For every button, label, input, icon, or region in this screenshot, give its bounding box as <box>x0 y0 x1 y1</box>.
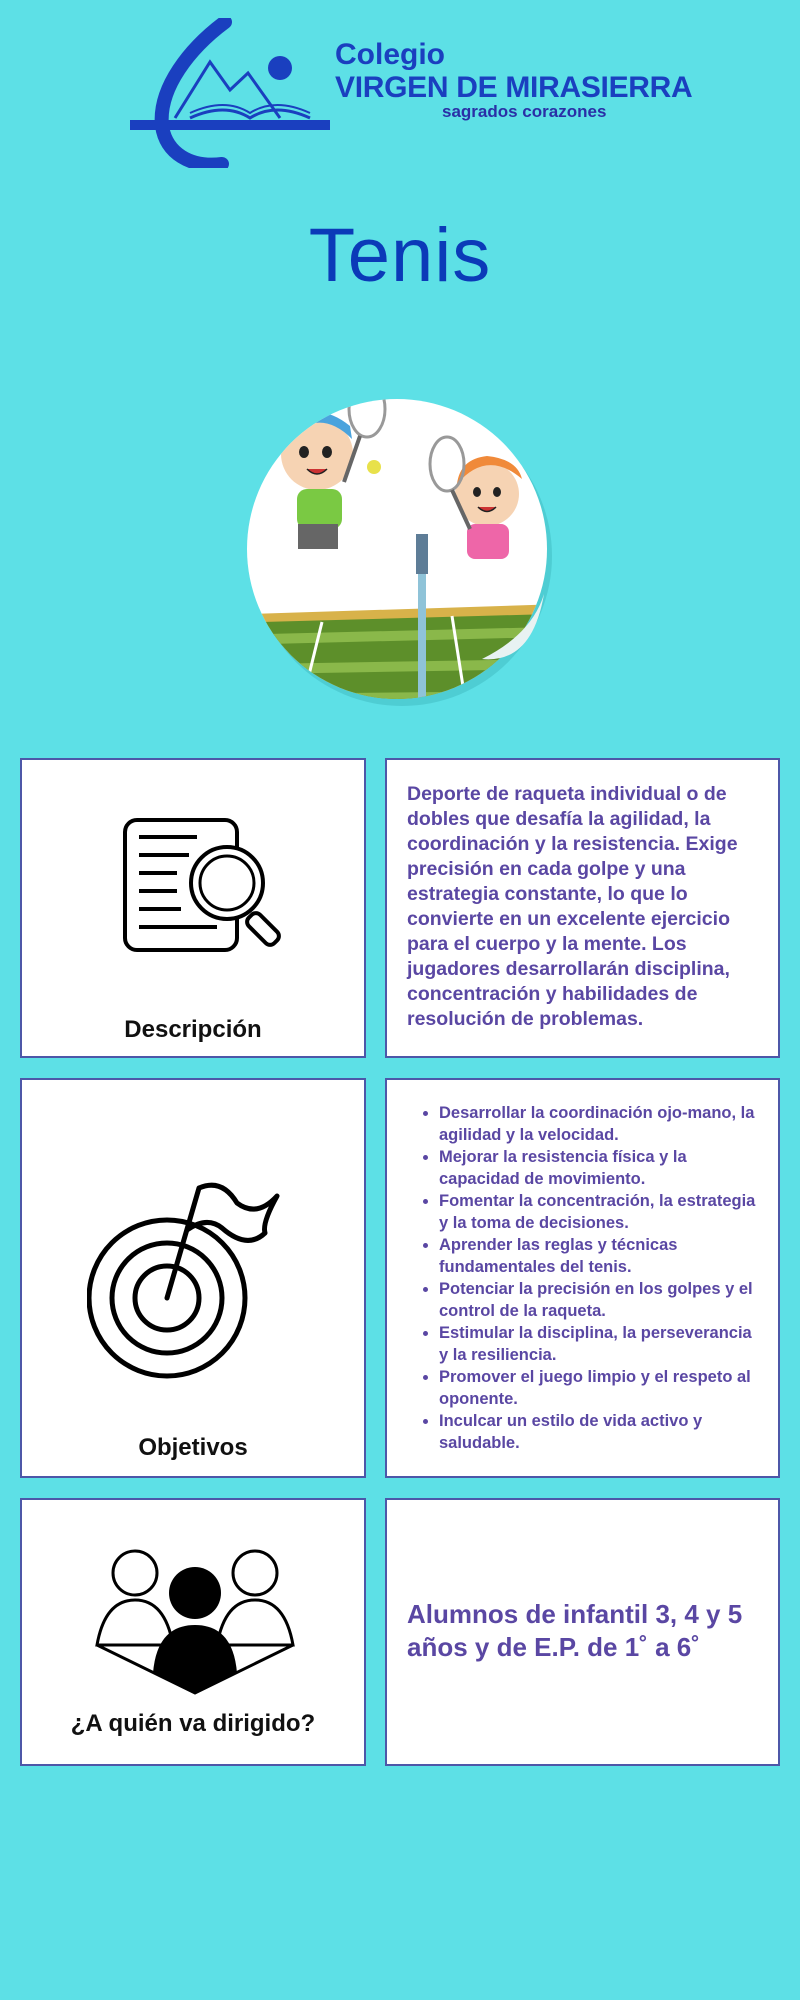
list-item: • Inculcar un estilo de vida activo y saludable. <box>439 1410 762 1454</box>
dirigido-icon-card <box>20 1498 366 1766</box>
objetivos-label: Objetivos <box>138 1434 248 1461</box>
list-item: • Desarrollar la coordinación ojo-mano, la agilidad y la velocidad. <box>439 1102 762 1146</box>
page-title: Tenis <box>308 213 492 298</box>
target-flag-icon <box>87 1178 287 1388</box>
descripcion-text: Deporte de raqueta individual o de dobles que desafía la agilidad, la coordinación y la resistencia. Exige precisión en cada golpe y una estrategia constante, lo que lo convierte en un excelente ejercicio para el cuerpo y la mente. Los jugadores desarrollarán disciplina, concentración y habilidades de resolución de problemas. <box>407 783 738 1030</box>
logo-line-name: VIRGEN DE MIRASIERRA <box>335 71 693 104</box>
list-item: • Fomentar la concentración, la estrategia y la toma de decisiones. <box>439 1190 762 1234</box>
objetivos-icon-card <box>20 1078 366 1478</box>
document-search-icon <box>117 815 297 955</box>
list-item: • Potenciar la precisión en los golpes y el control de la raqueta. <box>439 1278 762 1322</box>
objetivos-text-card <box>385 1078 780 1478</box>
kids-playing-tennis-illustration <box>232 364 562 744</box>
list-item: • Estimular la disciplina, la perseverancia y la resiliencia. <box>439 1322 762 1366</box>
descripcion-label: Descripción <box>124 1016 262 1043</box>
list-item: • Mejorar la resistencia física y la capacidad de movimiento. <box>439 1146 762 1190</box>
people-group-icon <box>95 1545 295 1695</box>
descripcion-text-card <box>385 758 780 1058</box>
dirigido-label: ¿A quién va dirigido? <box>70 1710 316 1737</box>
list-item: • Promover el juego limpio y el respeto al oponente. <box>439 1366 762 1410</box>
logo-line-sub: sagrados corazones <box>442 102 607 121</box>
objetivos-list <box>387 1102 762 1454</box>
descripcion-icon-card <box>20 758 366 1058</box>
list-item: • Aprender las reglas y técnicas fundamentales del tenis. <box>439 1234 762 1278</box>
dirigido-text-card <box>385 1498 780 1766</box>
dirigido-text: Alumnos de infantil 3, 4 y 5 años y de E.P. de 1˚ a 6˚ <box>407 1599 743 1662</box>
logo-line-colegio: Colegio <box>335 38 445 71</box>
